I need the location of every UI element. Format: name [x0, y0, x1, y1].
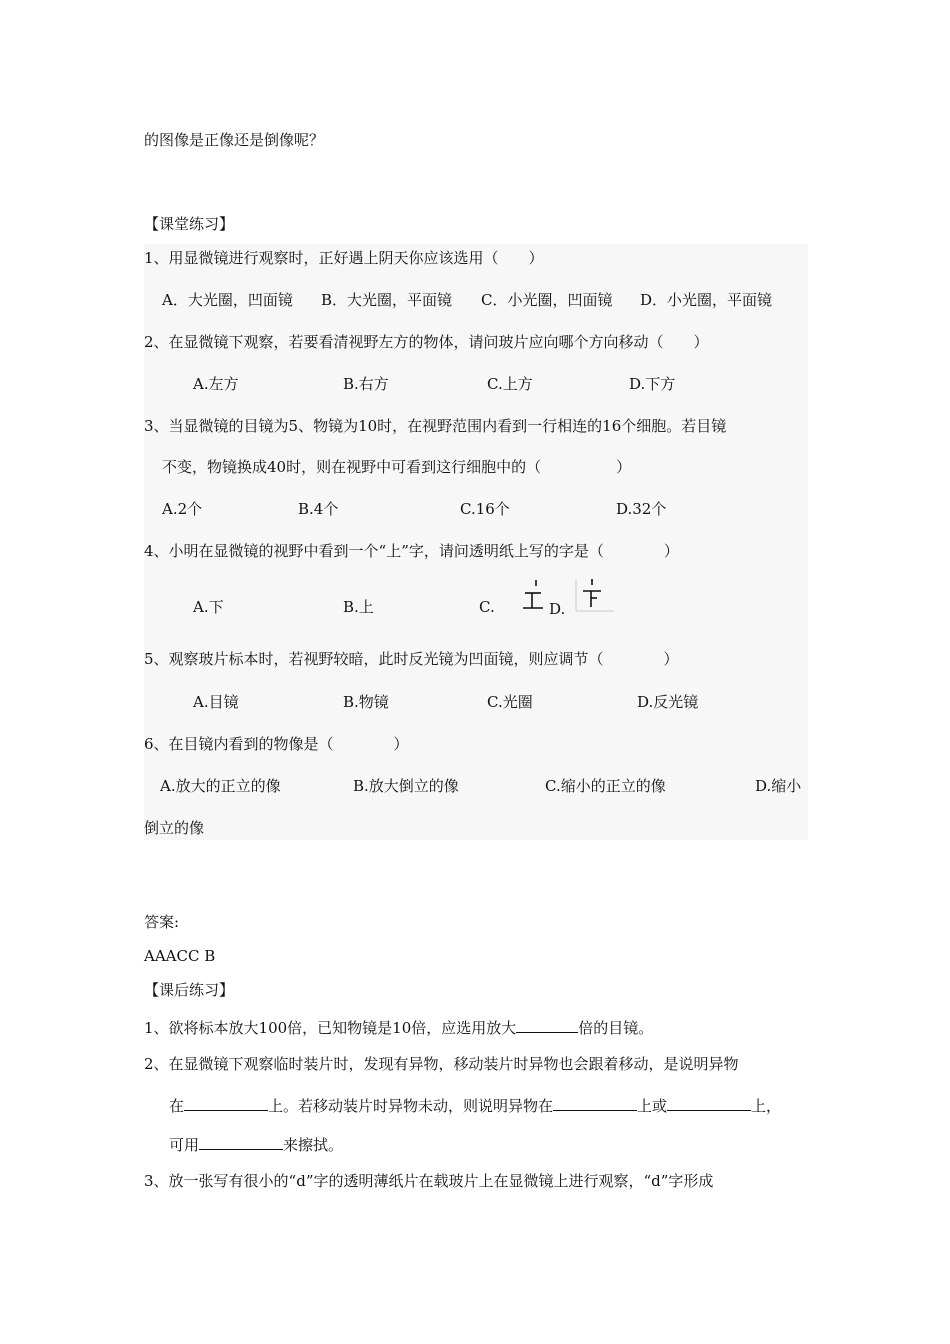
question-1-stem: 1、用显微镜进行观察时，正好遇上阴天你应该选用（ ）: [144, 249, 544, 267]
question-1-option-c: C．小光圈，凹面镜: [481, 291, 613, 309]
question-6-stem: 6、在目镜内看到的物像是（ ）: [144, 735, 409, 753]
homework-2-text-c: 上或: [637, 1097, 668, 1115]
question-2-option-a: A.左方: [193, 375, 239, 393]
question-3-option-c: C.16个: [460, 500, 510, 518]
question-4-option-d: D.: [549, 600, 566, 618]
question-2-option-d: D.下方: [629, 375, 676, 393]
homework-2-blank-3: [667, 1096, 751, 1111]
question-6-option-d: D.缩小: [755, 777, 802, 795]
homework-1-text-after: 倍的目镜。: [578, 1019, 654, 1037]
homework-heading: 【课后练习】: [144, 981, 235, 999]
homework-2-text-d: 上，: [751, 1097, 782, 1115]
question-5-option-d: D.反光镜: [637, 693, 699, 711]
question-6-option-b: B.放大倒立的像: [353, 777, 459, 795]
question-4-option-c: C.: [479, 598, 495, 616]
question-3-stem-line1: 3、当显微镜的目镜为5、物镜为10时，在视野范围内看到一行相连的16个细胞。若目镜: [144, 417, 727, 435]
homework-2-text-a: 在: [169, 1097, 185, 1115]
homework-2-text-e: 可用: [169, 1136, 200, 1154]
homework-1-text-before: 1、欲将标本放大100倍，已知物镜是10倍，应选用放大: [144, 1019, 517, 1037]
question-6-option-c: C.缩小的正立的像: [545, 777, 666, 795]
question-3-option-a: A.2个: [162, 500, 203, 518]
question-6-option-a: A.放大的正立的像: [160, 777, 281, 795]
homework-2-blank-4: [199, 1135, 283, 1150]
homework-1-blank: [516, 1018, 578, 1033]
answer-value: AAACC B: [144, 947, 216, 965]
question-4-option-a: A.下: [193, 598, 224, 616]
question-5-option-c: C.光圈: [487, 693, 533, 711]
homework-2-text-b: 上。若移动装片时异物未动，则说明异物在: [268, 1097, 554, 1115]
question-4-stem: 4、小明在显微镜的视野中看到一个“上”字，请问透明纸上写的字是（ ）: [144, 542, 679, 560]
question-5-stem: 5、观察玻片标本时，若视野较暗，此时反光镜为凹面镜，则应调节（ ）: [144, 650, 679, 668]
question-6-option-d-wrap: 倒立的像: [144, 819, 205, 837]
question-2-option-b: B.右方: [343, 375, 389, 393]
homework-3-line1: 3、放一张写有很小的“d”字的透明薄纸片在载玻片上在显微镜上进行观察，“d”字形成: [144, 1172, 714, 1190]
question-3-stem-line2: 不变，物镜换成40时，则在视野中可看到这行细胞中的（ ）: [162, 458, 632, 476]
question-3-option-d: D.32个: [616, 500, 667, 518]
question-1-option-b: B．大光圈，平面镜: [321, 291, 453, 309]
homework-2-blank-1: [184, 1096, 268, 1111]
homework-2-line2: [169, 1096, 781, 1116]
homework-2-line1: 2、在显微镜下观察临时装片时，发现有异物，移动装片时异物也会跟着移动，是说明异物: [144, 1055, 739, 1073]
question-1-option-d: D．小光圈，平面镜: [640, 291, 773, 309]
homework-2-blank-2: [553, 1096, 637, 1111]
question-5-option-a: A.目镜: [193, 693, 239, 711]
inverted-character-image-d: [575, 576, 615, 612]
class-practice-heading: 【课堂练习】: [144, 215, 235, 233]
intro-text: 的图像是正像还是倒像呢？: [144, 131, 325, 149]
question-4-option-b: B.上: [343, 598, 374, 616]
question-3-option-b: B.4个: [298, 500, 339, 518]
homework-2-text-f: 来擦拭。: [283, 1136, 344, 1154]
answer-label: 答案:: [144, 913, 180, 931]
question-2-stem: 2、在显微镜下观察，若要看清视野左方的物体，请问玻片应向哪个方向移动（ ）: [144, 333, 709, 351]
homework-2-line3: [169, 1135, 343, 1155]
question-1-option-a: A．大光圈，凹面镜: [162, 291, 293, 309]
mirrored-character-image-c: [519, 578, 545, 612]
question-5-option-b: B.物镜: [343, 693, 389, 711]
question-2-option-c: C.上方: [487, 375, 533, 393]
homework-1: [144, 1018, 653, 1038]
